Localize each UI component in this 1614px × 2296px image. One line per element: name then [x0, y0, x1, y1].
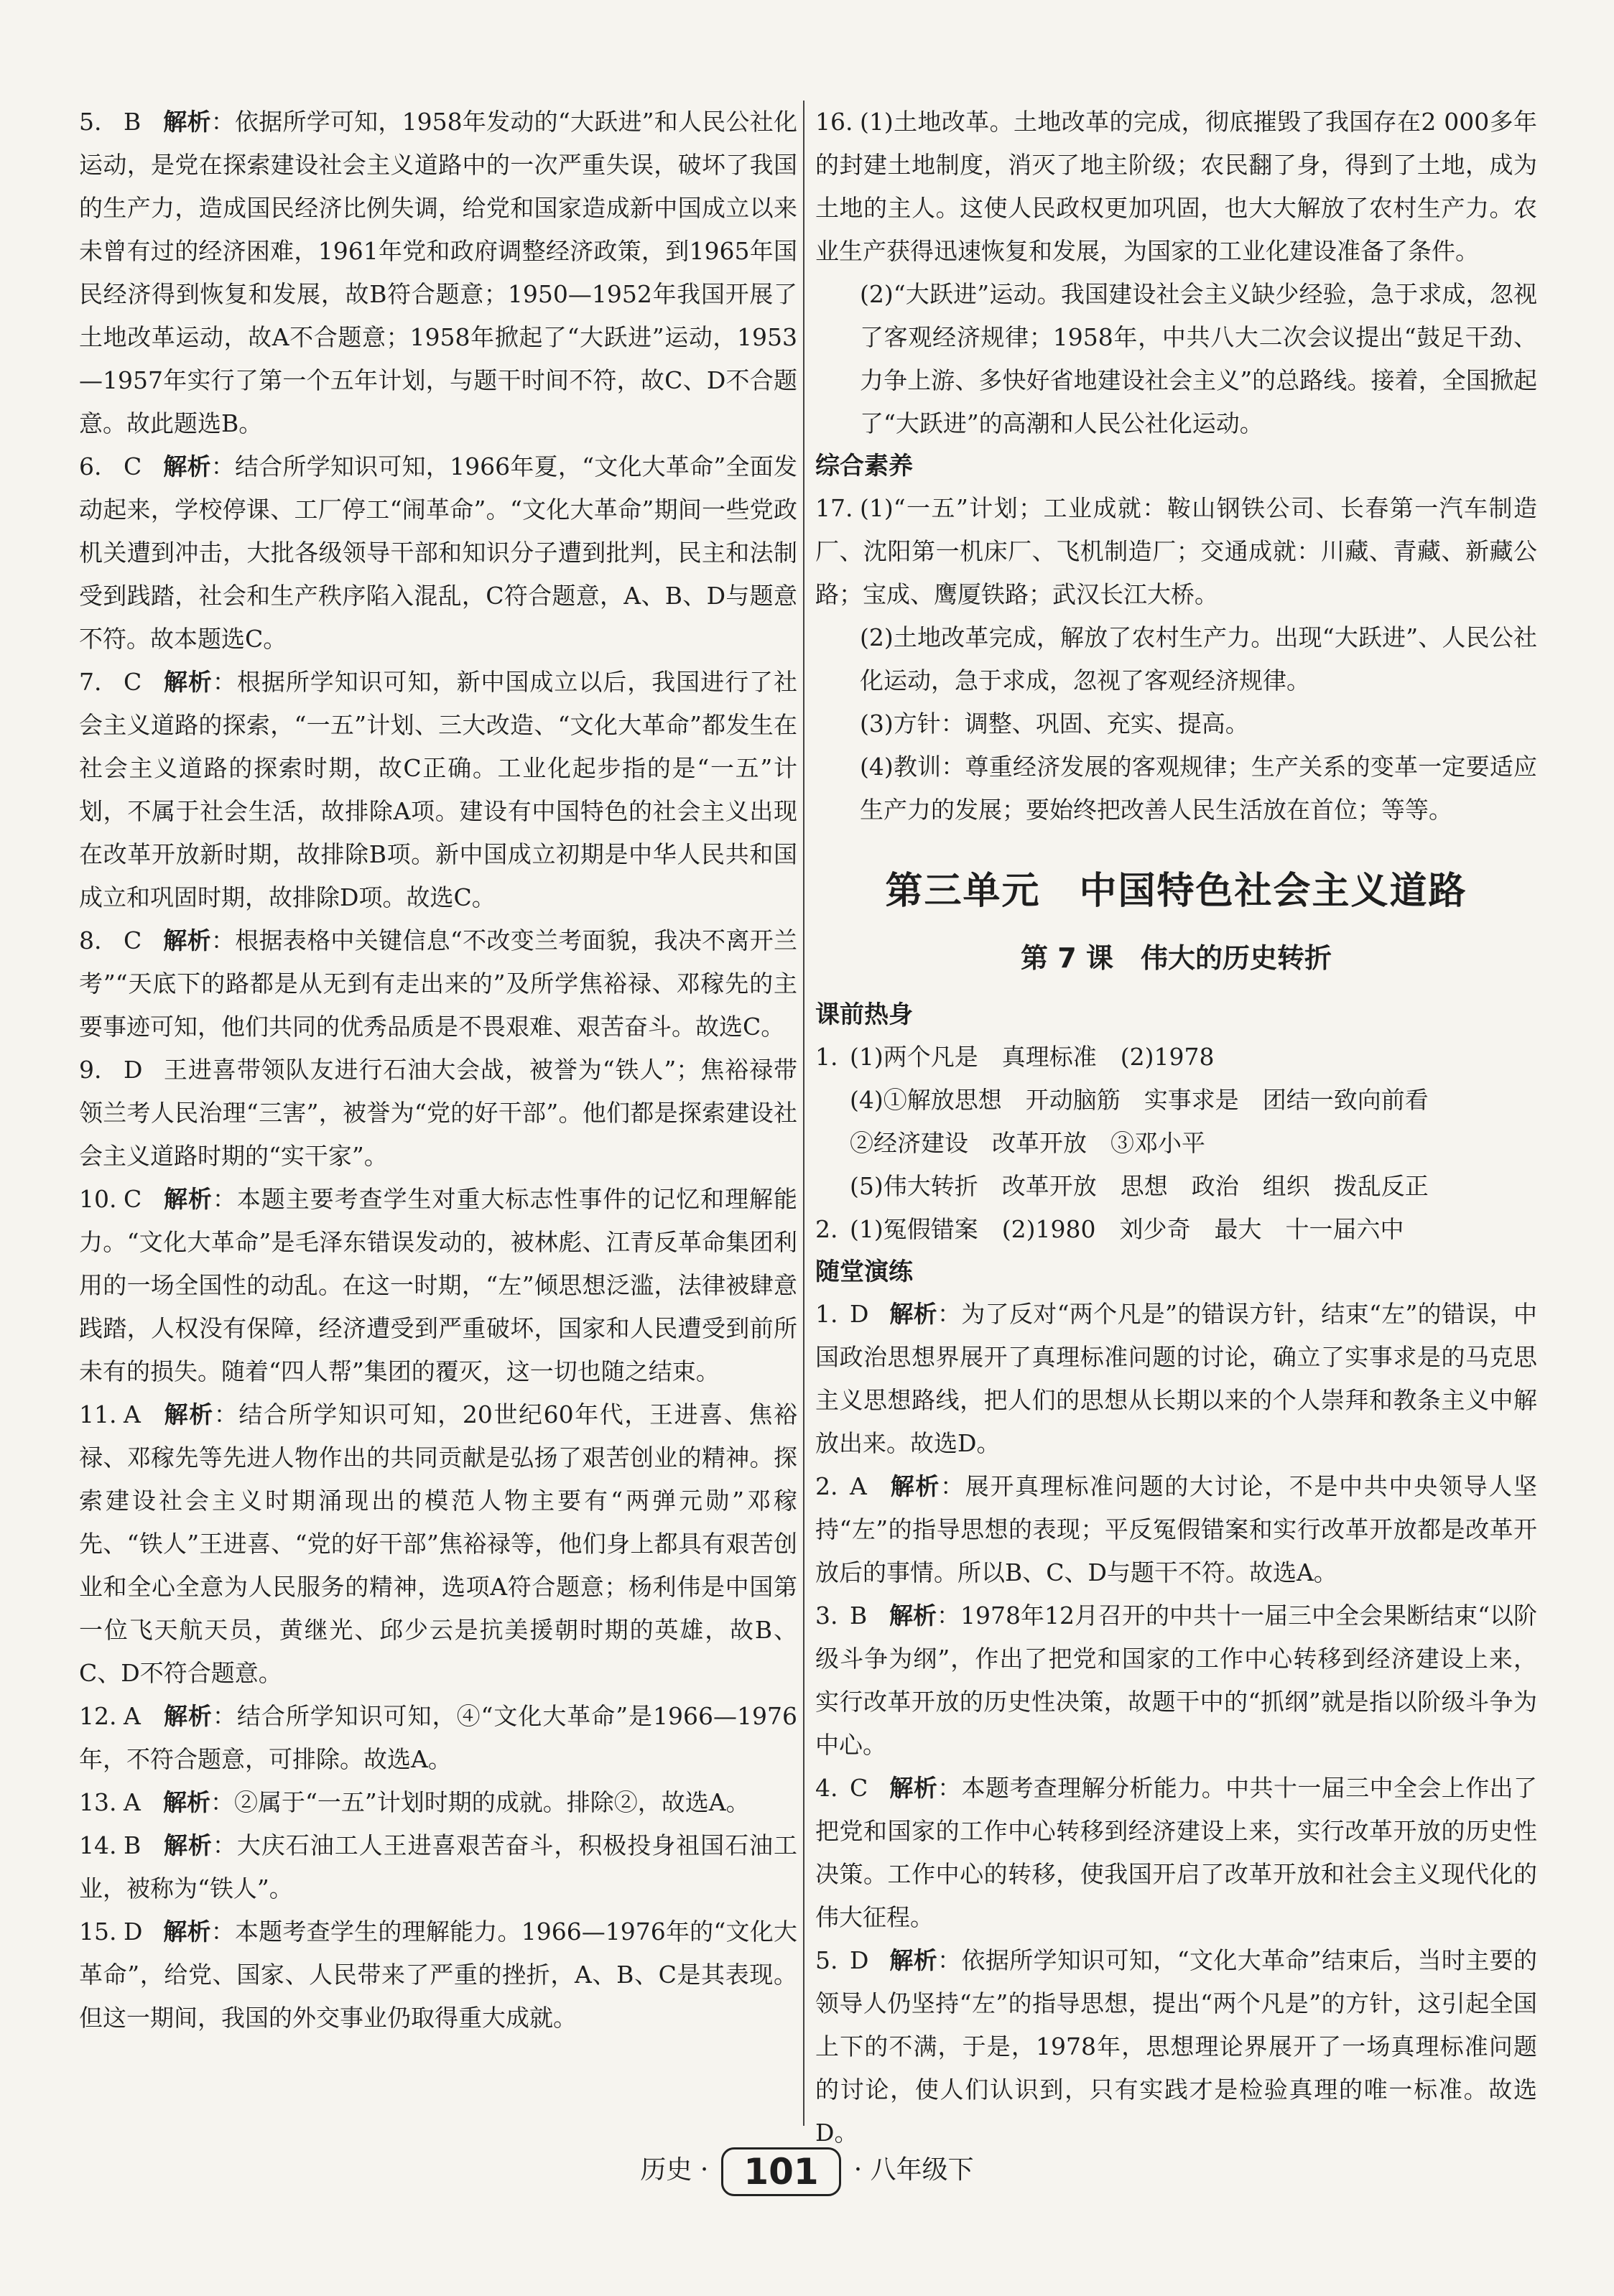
question-number: 5. [815, 1946, 838, 1974]
analysis-label: 解析 [889, 1300, 937, 1328]
warmup-line: (5)伟大转折 改革开放 思想 政治 组织 拨乱反正 [850, 1172, 1429, 1200]
answer-letter: C [124, 668, 142, 696]
answer-letter: A [850, 1472, 867, 1500]
question-number: 2. [815, 1472, 838, 1500]
analysis-label: 解析 [889, 1472, 941, 1500]
answer-letter: D [850, 1300, 869, 1328]
section-heading-comprehensive: 综合素养 [815, 452, 913, 480]
analysis-text: ：依据所学知识可知，“文化大革命”结束后，当时主要的领导人仍坚持“左”的指导思想，提出“两个凡是”的方针，这引起全国上下的不满，于是，1978年，思想理论界展开了一场真理标准问题的讨论，使人们认识到，只有实践才是检验真理的唯一标准。故选D。 [815, 1946, 1538, 2147]
analysis-text: 王进喜带领队友进行石油大会战，被誉为“铁人”；焦裕禄带领兰考人民治理“三害”，被誉为“党的好干部”。他们都是探索建设社会主义道路时期的“实干家”。 [79, 1056, 797, 1170]
warmup-line: (1)两个凡是 真理标准 (2)1978 [850, 1043, 1215, 1071]
warmup-line: ②经济建设 改革开放 ③邓小平 [850, 1129, 1205, 1157]
warmup-line: (4)①解放思想 开动脑筋 实事求是 团结一致向前看 [850, 1086, 1429, 1114]
warmup-line: (1)冤假错案 (2)1980 刘少奇 最大 十一届六中 [850, 1215, 1404, 1243]
answer-letter: C [124, 926, 142, 954]
question-16 [815, 101, 1537, 445]
answer-letter: C [124, 1185, 142, 1213]
answer-item [79, 101, 797, 445]
question-17 [815, 487, 1537, 832]
analysis-label: 解析 [163, 926, 211, 954]
analysis-text: ：依据所学可知，1958年发动的“大跃进”和人民公社化运动，是党在探索建设社会主义道路中的一次严重失误，破坏了我国的生产力，造成国民经济比例失调，给党和国家造成新中国成立以来未曾有过的经济困难，1961年党和政府调整经济政策，到1965年国民经济得到恢复和发展，故B符合题意；1950—1952年我国开展了土地改革运动，故A不合题意；1958年掀起了“大跃进”运动，1953—1957年实行了第一个五年计划，与题干时间不符，故C、D不合题意。故此题选B。 [79, 108, 798, 437]
analysis-label: 解析 [163, 668, 213, 696]
section-heading-practice: 随堂演练 [815, 1258, 913, 1286]
answer-part: (2)“大跃进”运动。我国建设社会主义缺少经验，急于求成，忽视了客观经济规律；1958年，中共八大二次会议提出“鼓足干劲、力争上游、多快好省地建设社会主义”的总路线。接着，全国掀起了“大跃进”的高潮和人民公社化运动。 [860, 280, 1537, 437]
answer-item [79, 661, 797, 919]
footer-subject: 历史 · [640, 2155, 709, 2185]
analysis-text: ：1978年12月召开的中共十一届三中全会果断结束“以阶级斗争为纲”，作出了把党和国家的工作中心转移到经济建设上来，实行改革开放的历史性决策，故题干中的“抓纲”就是指以阶级斗争为中心。 [815, 1602, 1537, 1759]
lesson-title: 第 7 课 伟大的历史转折 [1021, 942, 1332, 974]
answer-item [815, 1939, 1537, 2155]
answer-item [79, 1178, 797, 1393]
analysis-label: 解析 [889, 1602, 937, 1630]
analysis-label: 解析 [163, 1831, 213, 1859]
answer-item [79, 1695, 797, 1781]
analysis-text: ：本题主要考查学生对重大标志性事件的记忆和理解能力。“文化大革命”是毛泽东错误发动的，被林彪、江青反革命集团利用的一场全国性的动乱。在这一时期，“左”倾思想泛滥，法律被肆意践踏，人权没有保障，经济遭受到严重破坏，国家和人民遭受到前所未有的损失。随着“四人帮”集团的覆灭，这一切也随之结束。 [79, 1185, 798, 1385]
analysis-label: 解析 [163, 1918, 211, 1946]
analysis-text: ：结合所学知识可知，1966年夏，“文化大革命”全面发动起来，学校停课、工厂停工“闹革命”。“文化大革命”期间一些党政机关遭到冲击，大批各级领导干部和知识分子遭到批判，民主和法制受到践踏，社会和生产秩序陷入混乱，C符合题意，A、B、D与题意不符。故本题选C。 [79, 452, 798, 653]
answer-letter: A [124, 1702, 141, 1730]
unit-title: 第三单元 中国特色社会主义道路 [885, 870, 1467, 913]
answer-item [79, 445, 797, 661]
question-number: 1. [815, 1043, 838, 1071]
analysis-text: ：结合所学知识可知，20世纪60年代，王进喜、焦裕禄、邓稼先等先进人物作出的共同贡献是弘扬了艰苦创业的精神。探索建设社会主义时期涌现出的模范人物主要有“两弹元勋”邓稼先、“铁人”王进喜、“党的好干部”焦裕禄等，他们身上都具有艰苦创业和全心全意为人民服务的精神，选项A符合题意；杨利伟是中国第一位飞天航天员，黄继光、邱少云是抗美援朝时期的英雄，故B、C、D不符合题意。 [79, 1400, 798, 1687]
left-column [79, 101, 797, 2040]
analysis-text: ：本题考查学生的理解能力。1966—1976年的“文化大革命”，给党、国家、人民带来了严重的挫折，A、B、C是其表现。但这一期间，我国的外交事业仍取得重大成就。 [79, 1918, 797, 2032]
answer-letter: D [850, 1946, 869, 1974]
answer-letter: A [124, 1400, 141, 1428]
answer-part: (2)土地改革完成，解放了农村生产力。出现“大跃进”、人民公社化运动，急于求成，忽视了客观经济规律。 [860, 623, 1537, 694]
analysis-label: 解析 [163, 1400, 214, 1428]
question-number: 5. [79, 108, 102, 136]
answer-item [79, 1393, 797, 1695]
question-number: 4. [815, 1774, 838, 1802]
answer-item [79, 1824, 797, 1910]
warmup-item [815, 1208, 1537, 1251]
column-divider [803, 101, 804, 2126]
answer-letter: D [124, 1056, 143, 1084]
analysis-text: ：大庆石油工人王进喜艰苦奋斗，积极投身祖国石油工业，被称为“铁人”。 [79, 1831, 798, 1902]
answer-item [79, 1781, 797, 1824]
answer-letter: A [124, 1788, 141, 1816]
analysis-text: ：展开真理标准问题的大讨论，不是中共中央领导人坚持“左”的指导思想的表现；平反冤假错案和实行改革开放都是改革开放后的事情。所以B、C、D与题干不符。故选A。 [815, 1472, 1538, 1586]
question-number: 3. [815, 1602, 838, 1630]
answer-item [815, 1594, 1537, 1767]
analysis-label: 解析 [889, 1946, 938, 1974]
analysis-text: ：根据所学知识可知，新中国成立以后，我国进行了社会主义道路的探索，“一五”计划、三大改造、“文化大革命”都发生在社会主义道路的探索时期，故C正确。工业化起步指的是“一五”计划，不属于社会生活，故排除A项。建设有中国特色的社会主义出现在改革开放新时期，故排除B项。新中国成立初期是中华人民共和国成立和巩固时期，故排除D项。故选C。 [79, 668, 798, 911]
analysis-label: 解析 [163, 108, 211, 136]
answer-item [79, 1049, 797, 1178]
answer-letter: B [124, 108, 142, 136]
analysis-text: ：结合所学知识可知，④“文化大革命”是1966—1976年，不符合题意，可排除。故选A。 [79, 1702, 797, 1773]
analysis-text: ：本题考查理解分析能力。中共十一届三中全会上作出了把党和国家的工作中心转移到经济建设上来，实行改革开放的历史性决策。工作中心的转移，使我国开启了改革开放和社会主义现代化的伟大征程。 [815, 1774, 1538, 1931]
answer-part: (3)方针：调整、巩固、充实、提高。 [860, 710, 1249, 738]
question-number: 7. [79, 668, 102, 696]
question-number: 17. [815, 494, 853, 522]
warmup-item [815, 1036, 1537, 1208]
answer-item [815, 1465, 1537, 1594]
practice-list [815, 1293, 1537, 2155]
right-column [815, 101, 1537, 2155]
question-number: 14. [79, 1831, 117, 1859]
answer-letter: B [124, 1831, 142, 1859]
analysis-label: 解析 [163, 1702, 213, 1730]
question-number: 2. [815, 1215, 838, 1243]
answer-part: (1)“一五”计划；工业成就：鞍山钢铁公司、长春第一汽车制造厂、沈阳第一机床厂、飞机制造厂；交通成就：川藏、青藏、新藏公路；宝成、鹰厦铁路；武汉长江大桥。 [815, 494, 1537, 608]
analysis-label: 解析 [163, 1788, 210, 1816]
question-number: 13. [79, 1788, 117, 1816]
answer-item [79, 919, 797, 1049]
question-number: 1. [815, 1300, 838, 1328]
question-number: 11. [79, 1400, 117, 1428]
question-number: 8. [79, 926, 102, 954]
analysis-text: ：为了反对“两个凡是”的错误方针，结束“左”的错误，中国政治思想界展开了真理标准问题的讨论，确立了实事求是的马克思主义思想路线，把人们的思想从长期以来的个人崇拜和教条主义中解放出来。故选D。 [815, 1300, 1537, 1457]
analysis-text: ：根据表格中关键信息“不改变兰考面貌，我决不离开兰考”“天底下的路都是从无到有走出来的”及所学焦裕禄、邓稼先的主要事迹可知，他们共同的优秀品质是不畏艰难、艰苦奋斗。故选C。 [79, 926, 797, 1041]
answer-part: (1)土地改革。土地改革的完成，彻底摧毁了我国存在2 000多年的封建土地制度，消灭了地主阶级；农民翻了身，得到了土地，成为土地的主人。这使人民政权更加巩固，也大大解放了农村生产力。农业生产获得迅速恢复和发展，为国家的工业化建设准备了条件。 [815, 108, 1537, 265]
question-number: 9. [79, 1056, 102, 1084]
question-number: 16. [815, 108, 853, 136]
question-number: 12. [79, 1702, 117, 1730]
section-heading-warmup: 课前热身 [815, 1000, 913, 1029]
footer-grade: · 八年级下 [853, 2155, 974, 2185]
answer-letter: D [124, 1918, 143, 1946]
answer-item [815, 1293, 1537, 1465]
page-number: 101 [721, 2147, 840, 2196]
answer-letter: C [124, 452, 142, 480]
analysis-text: ：②属于“一五”计划时期的成就。排除②，故选A。 [210, 1788, 750, 1816]
page-footer [0, 2147, 1614, 2196]
analysis-label: 解析 [889, 1774, 938, 1802]
question-number: 15. [79, 1918, 117, 1946]
question-number: 10. [79, 1185, 117, 1213]
answer-part: (4)教训：尊重经济发展的客观规律；生产关系的变革一定要适应生产力的发展；要始终把改善人民生活放在首位；等等。 [860, 753, 1537, 824]
answer-item [815, 1767, 1537, 1939]
answer-letter: C [850, 1774, 868, 1802]
question-number: 6. [79, 452, 102, 480]
answer-letter: B [850, 1602, 868, 1630]
answer-item [79, 1910, 797, 2040]
analysis-label: 解析 [163, 1185, 213, 1213]
analysis-label: 解析 [163, 452, 211, 480]
